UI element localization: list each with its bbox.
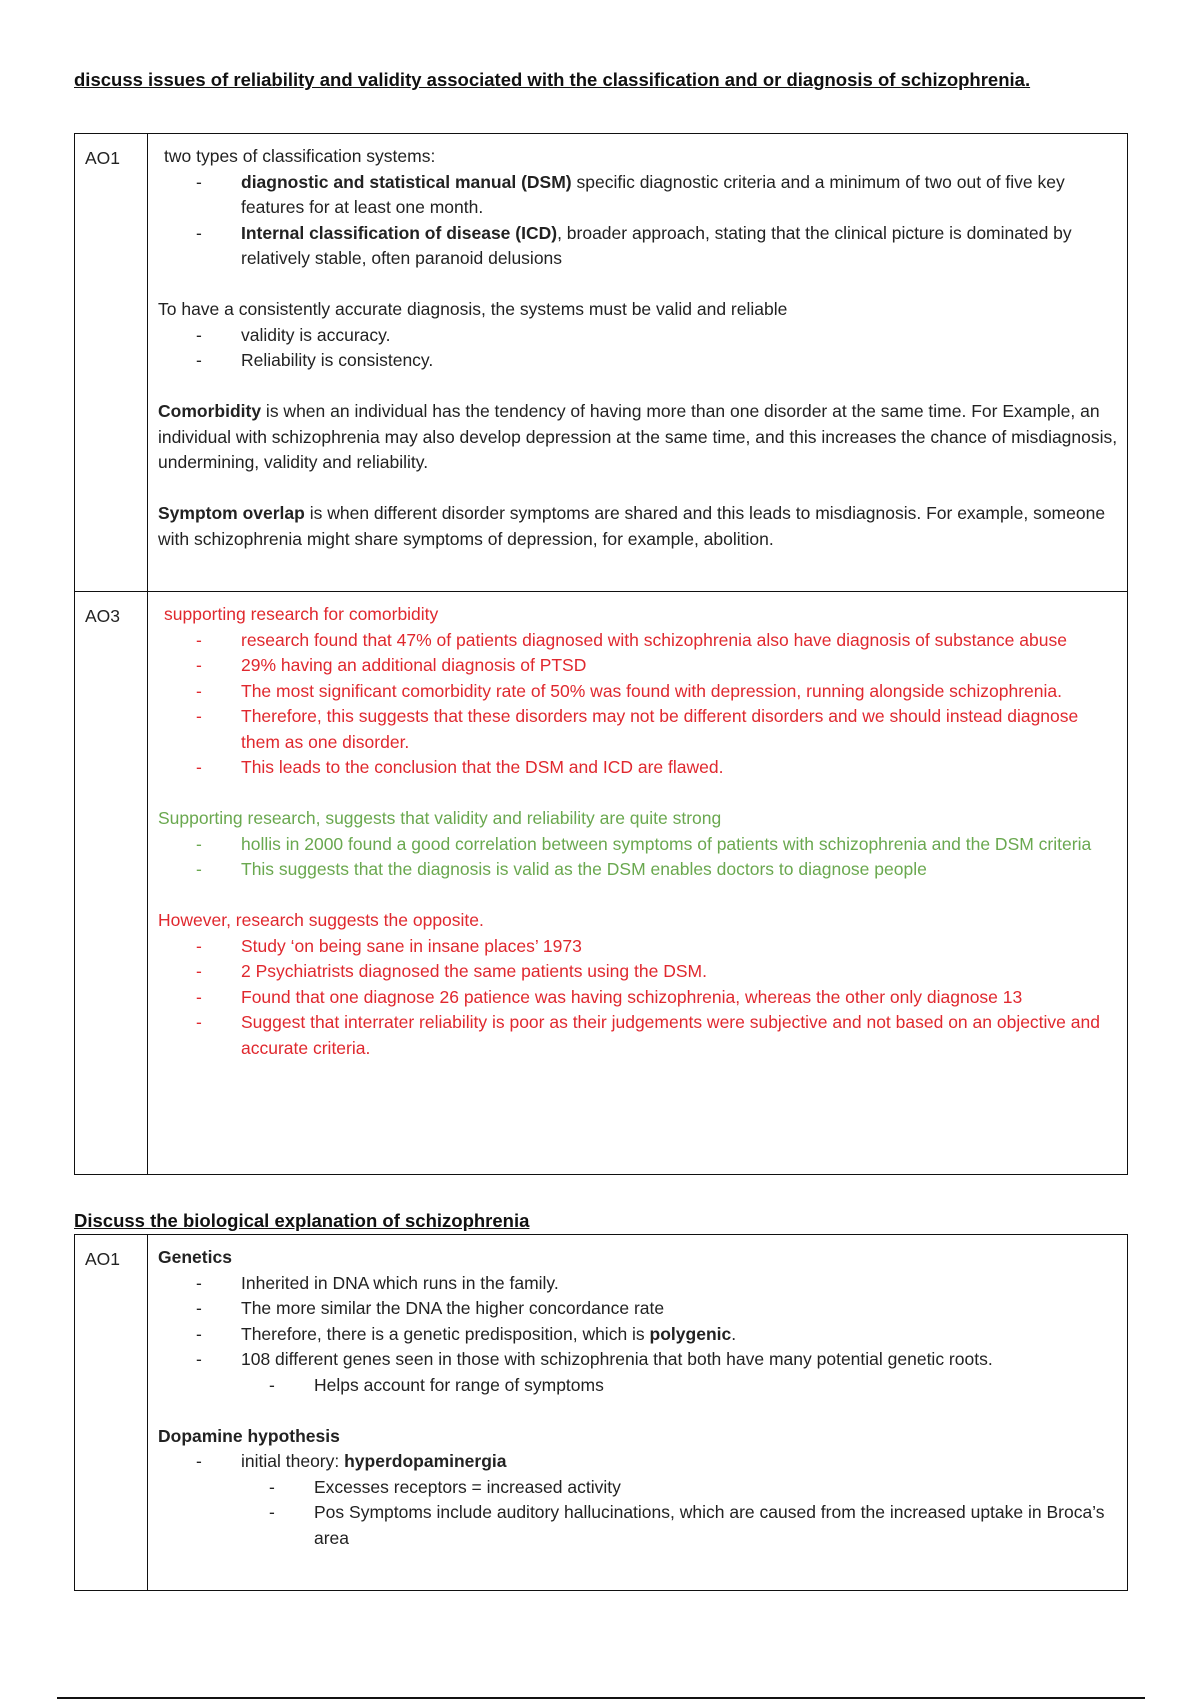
text-run: research found that 47% of patients diagnosed with schizophrenia also have diagnosis of substance abuse <box>241 629 1067 650</box>
dash-bullet-icon: - <box>196 222 202 243</box>
dash-bullet-icon: - <box>196 655 202 675</box>
bullet-item <box>158 679 1121 705</box>
dash-bullet-icon: - <box>196 706 202 726</box>
paragraph <box>158 297 1121 323</box>
text-run: specific diagnostic criteria and a minimum of two out of five key features for at least one month. <box>241 171 1065 217</box>
text-run: This leads to the conclusion that the DSM and ICD are flawed. <box>241 757 724 777</box>
bold-term: Genetics <box>158 1247 232 1267</box>
text-run: Reliability is consistency. <box>241 350 434 370</box>
bullet-item <box>158 653 1121 679</box>
paragraph <box>158 602 1121 628</box>
bullet-item <box>158 1500 1121 1551</box>
text-run: is when different disorder symptoms are shared and this leads to misdiagnosis. For example, someone with schizophrenia might share symptoms of depression, for example, abolition. <box>158 503 1106 549</box>
footer-divider <box>57 1697 1145 1699</box>
bullet-item <box>158 1010 1121 1061</box>
text-run: However, research suggests the opposite. <box>158 910 484 930</box>
notes-cell <box>148 134 1127 591</box>
text-run: 2 Psychiatrists diagnosed the same patients using the DSM. <box>241 961 707 981</box>
text-run: Excesses receptors = increased activity <box>314 1476 621 1497</box>
paragraph <box>158 144 1121 170</box>
section-heading: Discuss the biological explanation of schizophrenia <box>74 1210 530 1231</box>
paragraph <box>158 1424 1121 1450</box>
table-row <box>75 591 1127 1174</box>
bold-term: Symptom overlap <box>158 503 305 523</box>
dash-bullet-icon: - <box>196 629 202 650</box>
notes-cell <box>148 1235 1127 1590</box>
dash-bullet-icon: - <box>196 859 202 879</box>
bullet-item <box>158 1475 1121 1501</box>
bold-term: Internal classification of disease (ICD) <box>241 222 558 243</box>
paragraph <box>158 501 1121 552</box>
text-run: Therefore, this suggests that these disorders may not be different disorders and we should instead diagnose them as one disorder. <box>241 706 1079 752</box>
dash-bullet-icon: - <box>269 1374 275 1395</box>
text-run: Helps account for range of symptoms <box>314 1374 604 1395</box>
dash-bullet-icon: - <box>196 757 202 777</box>
assessment-objective-label: AO1 <box>75 134 148 591</box>
text-run: This suggests that the diagnosis is valid as the DSM enables doctors to diagnose people <box>241 859 927 879</box>
text-run: , broader approach, stating that the clinical picture is dominated by relatively stable, often paranoid delusions <box>241 222 1072 268</box>
bold-term: Comorbidity <box>158 401 262 421</box>
paragraph <box>158 1245 1121 1271</box>
bullet-item <box>158 934 1121 960</box>
bullet-item <box>158 704 1121 755</box>
text-run: is when an individual has the tendency of having more than one disorder at the same time. For Example, an individual with schizophrenia may also develop depression at the same time, and this increases the chance of misdiagnosis, undermining, validity and reliability. <box>158 401 1118 472</box>
notes-cell <box>148 592 1127 1174</box>
bullet-item <box>158 1322 1121 1348</box>
text-run: 108 different genes seen in those with schizophrenia that both have many potential genetic roots. <box>241 1349 993 1369</box>
text-run: To have a consistently accurate diagnosis, the systems must be valid and reliable <box>158 299 788 319</box>
paragraph <box>158 806 1121 832</box>
bold-term: Dopamine hypothesis <box>158 1425 340 1446</box>
bullet-item <box>158 755 1121 781</box>
dash-bullet-icon: - <box>196 350 202 370</box>
bold-term: hyperdopaminergia <box>344 1451 507 1471</box>
text-run: Inherited in DNA which runs in the family. <box>241 1272 559 1293</box>
dash-bullet-icon: - <box>196 680 202 701</box>
notes-table <box>74 133 1128 1175</box>
dash-bullet-icon: - <box>196 1451 202 1471</box>
bold-term: diagnostic and statistical manual (DSM) <box>241 171 572 192</box>
text-run: Suggest that interrater reliability is poor as their judgements were subjective and not based on an objective and accurate criteria. <box>241 1012 1100 1058</box>
bullet-item <box>158 1373 1121 1399</box>
table-row <box>75 134 1127 591</box>
bullet-item <box>158 857 1121 883</box>
bullet-item <box>158 1347 1121 1373</box>
assessment-objective-label: AO3 <box>75 592 148 1174</box>
dash-bullet-icon: - <box>196 171 202 192</box>
text-run: two types of classification systems: <box>164 146 436 166</box>
dash-bullet-icon: - <box>196 986 202 1007</box>
text-run: initial theory: <box>241 1451 345 1471</box>
dash-bullet-icon: - <box>269 1502 275 1522</box>
dash-bullet-icon: - <box>196 935 202 956</box>
notes-table <box>74 1234 1128 1591</box>
dash-bullet-icon: - <box>196 833 202 854</box>
bullet-item <box>158 959 1121 985</box>
paragraph <box>158 908 1121 934</box>
text-run: validity is accuracy. <box>241 324 391 345</box>
bullet-item <box>158 832 1121 858</box>
text-run: supporting research for comorbidity <box>164 604 439 624</box>
bold-term: polygenic <box>649 1323 732 1344</box>
bullet-item <box>158 323 1121 349</box>
bullet-item <box>158 170 1121 221</box>
text-run: Study ‘on being sane in insane places’ 1973 <box>241 935 582 956</box>
bullet-item <box>158 1271 1121 1297</box>
bullet-item <box>158 221 1121 272</box>
dash-bullet-icon: - <box>196 961 202 981</box>
dash-bullet-icon: - <box>196 1349 202 1369</box>
bullet-item <box>158 985 1121 1011</box>
dash-bullet-icon: - <box>269 1476 275 1497</box>
section-heading: discuss issues of reliability and validity associated with the classification and or diagnosis of schizophrenia. <box>74 69 1031 90</box>
table-row <box>75 1235 1127 1590</box>
bullet-item <box>158 628 1121 654</box>
bullet-item <box>158 348 1121 374</box>
text-run: Pos Symptoms include auditory hallucinations, which are caused from the increased uptake in Broca’s area <box>314 1502 1105 1548</box>
bullet-item <box>158 1296 1121 1322</box>
text-run: Therefore, there is a genetic predisposition, which is <box>241 1323 650 1344</box>
dash-bullet-icon: - <box>196 1012 202 1032</box>
text-run: The most significant comorbidity rate of 50% was found with depression, running alongside schizophrenia. <box>241 680 1063 701</box>
paragraph <box>158 399 1121 476</box>
assessment-objective-label: AO1 <box>75 1235 148 1590</box>
bullet-item <box>158 1449 1121 1475</box>
dash-bullet-icon: - <box>196 324 202 345</box>
dash-bullet-icon: - <box>196 1272 202 1293</box>
dash-bullet-icon: - <box>196 1298 202 1318</box>
dash-bullet-icon: - <box>196 1323 202 1344</box>
text-run: hollis in 2000 found a good correlation between symptoms of patients with schizophrenia and the DSM criteria <box>241 833 1092 854</box>
text-run: Found that one diagnose 26 patience was having schizophrenia, whereas the other only diagnose 13 <box>241 986 1023 1007</box>
text-run: 29% having an additional diagnosis of PTSD <box>241 655 587 675</box>
text-run: . <box>731 1323 737 1344</box>
text-run: Supporting research, suggests that validity and reliability are quite strong <box>158 808 722 828</box>
text-run: The more similar the DNA the higher concordance rate <box>241 1298 665 1318</box>
